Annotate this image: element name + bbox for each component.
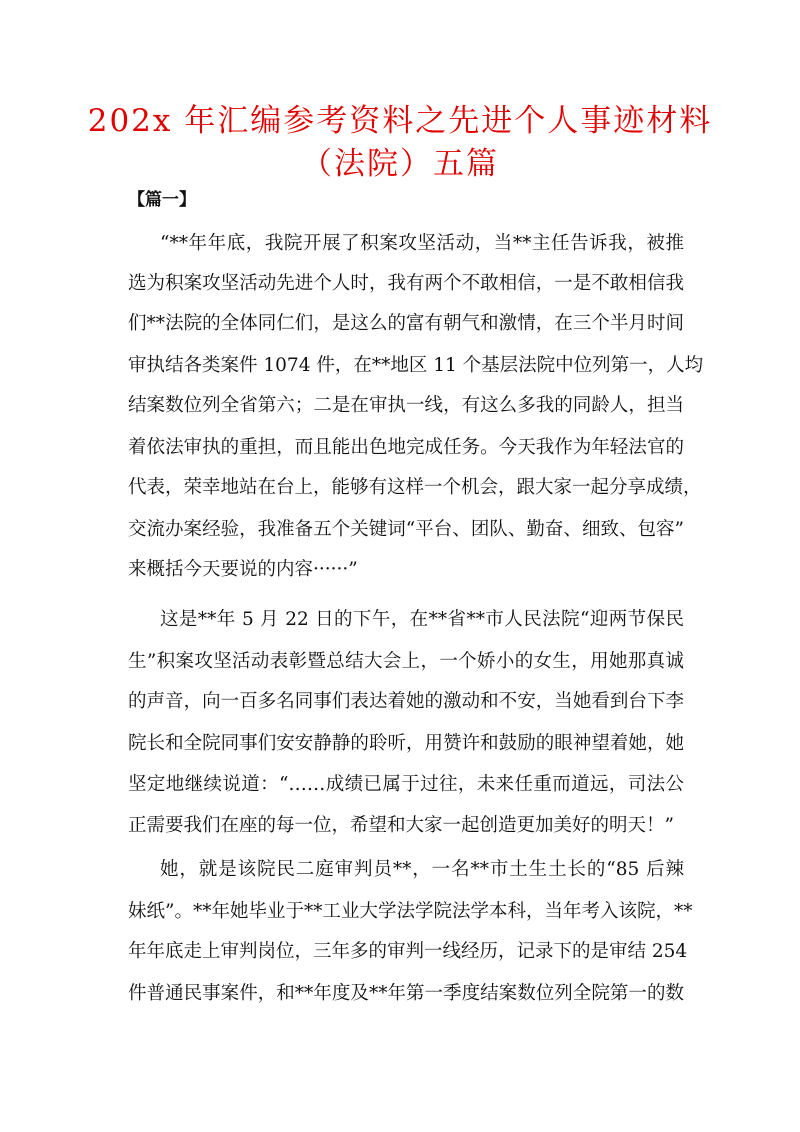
paragraph-line: “**年年底，我院开展了积案攻坚活动，当**主任告诉我，被推 — [160, 233, 684, 254]
paragraph-line: 妹纸”。**年她毕业于**工业大学法学院法学本科，当年考入该院，** — [128, 901, 693, 922]
paragraph-line: 的声音，向一百多名同事们表达着她的激动和不安，当她看到台下李 — [128, 691, 684, 712]
paragraph-line: 件普通民事案件，和**年度及**年第一季度结案数位列全院第一的数 — [128, 983, 684, 1004]
document-title-line-1: 202x 年汇编参考资料之先进个人事迹材料 — [87, 103, 713, 139]
document-title-line-2: （法院）五篇 — [301, 146, 499, 182]
paragraph-line: 结案数位列全省第六；二是在审执一线，有这么多我的同龄人，担当 — [128, 395, 684, 416]
paragraph-line: 们**法院的全体同仁们，是这么的富有朝气和激情，在三个半月时间 — [128, 313, 684, 334]
paragraph-line: 选为积案攻坚活动先进个人时，我有两个不敢相信，一是不敢相信我 — [128, 273, 684, 294]
paragraph-line: 年年底走上审判岗位，三年多的审判一线经历，记录下的是审结 254 — [128, 941, 688, 962]
paragraph-line: 院长和全院同事们安安静静的聆听，用赞许和鼓励的眼神望着她，她 — [128, 733, 684, 754]
paragraph-line: 坚定地继续说道：“……成绩已属于过往，未来任重而道远，司法公 — [128, 774, 684, 795]
paragraph-line: 正需要我们在座的每一位，希望和大家一起创造更加美好的明天！” — [128, 815, 674, 836]
section-heading: 【篇一】 — [128, 190, 196, 210]
paragraph-line: 代表，荣幸地站在台上，能够有这样一个机会，跟大家一起分享成绩， — [128, 477, 702, 498]
paragraph-line: 着依法审执的重担，而且能出色地完成任务。今天我作为年轻法官的 — [128, 437, 684, 458]
paragraph-line: 这是**年 5 月 22 日的下午，在**省**市人民法院“迎两节保民 — [160, 609, 684, 630]
paragraph-line: 审执结各类案件 1074 件，在**地区 11 个基层法院中位列第一，人均 — [128, 355, 704, 376]
paragraph-line: 她，就是该院民二庭审判员**，一名**市土生土长的“85 后辣 — [160, 859, 684, 880]
paragraph-line: 生”积案攻坚活动表彰暨总结大会上，一个娇小的女生，用她那真诚 — [128, 651, 684, 672]
paragraph-line: 交流办案经验，我准备五个关键词“平台、团队、勤奋、细致、包容” — [128, 519, 684, 540]
paragraph-line: 来概括今天要说的内容······” — [128, 559, 358, 580]
